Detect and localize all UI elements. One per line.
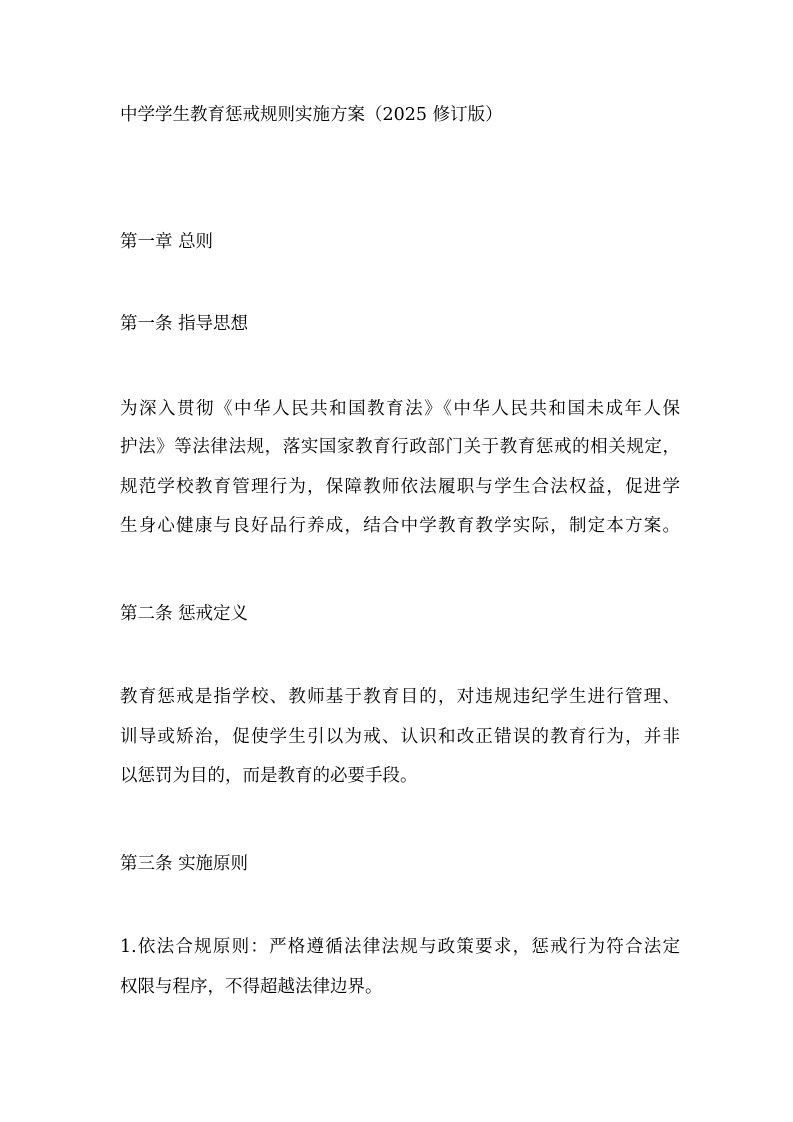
- article-2-line-2: 训导或矫治，促使学生引以为戒、认识和改正错误的教育行为，并非: [120, 727, 680, 747]
- article-2-heading: 第二条 惩戒定义: [120, 604, 249, 624]
- article-2-line-3: 以惩罚为目的，而是教育的必要手段。: [120, 766, 418, 786]
- document-title: 中学学生教育惩戒规则实施方案（2025 修订版）: [120, 105, 503, 125]
- article-3-heading: 第三条 实施原则: [120, 854, 249, 874]
- article-3-line-2: 权限与程序，不得超越法律边界。: [120, 977, 383, 997]
- article-2-line-1: 教育惩戒是指学校、教师基于教育目的，对违规违纪学生进行管理、: [120, 687, 680, 707]
- chapter-heading: 第一章 总则: [120, 232, 214, 252]
- article-1-line-3: 规范学校教育管理行为，保障教师依法履职与学生合法权益，促进学: [120, 477, 680, 497]
- article-3-line-1: 1.依法合规原则：严格遵循法律法规与政策要求，惩戒行为符合法定: [120, 937, 680, 957]
- article-1-line-1: 为深入贯彻《中华人民共和国教育法》《中华人民共和国未成年人保: [120, 399, 680, 419]
- article-1-line-4: 生身心健康与良好品行养成，结合中学教育教学实际，制定本方案。: [120, 516, 680, 536]
- article-1-heading: 第一条 指导思想: [120, 314, 249, 334]
- article-1-line-2: 护法》等法律法规，落实国家教育行政部门关于教育惩戒的相关规定，: [120, 437, 680, 457]
